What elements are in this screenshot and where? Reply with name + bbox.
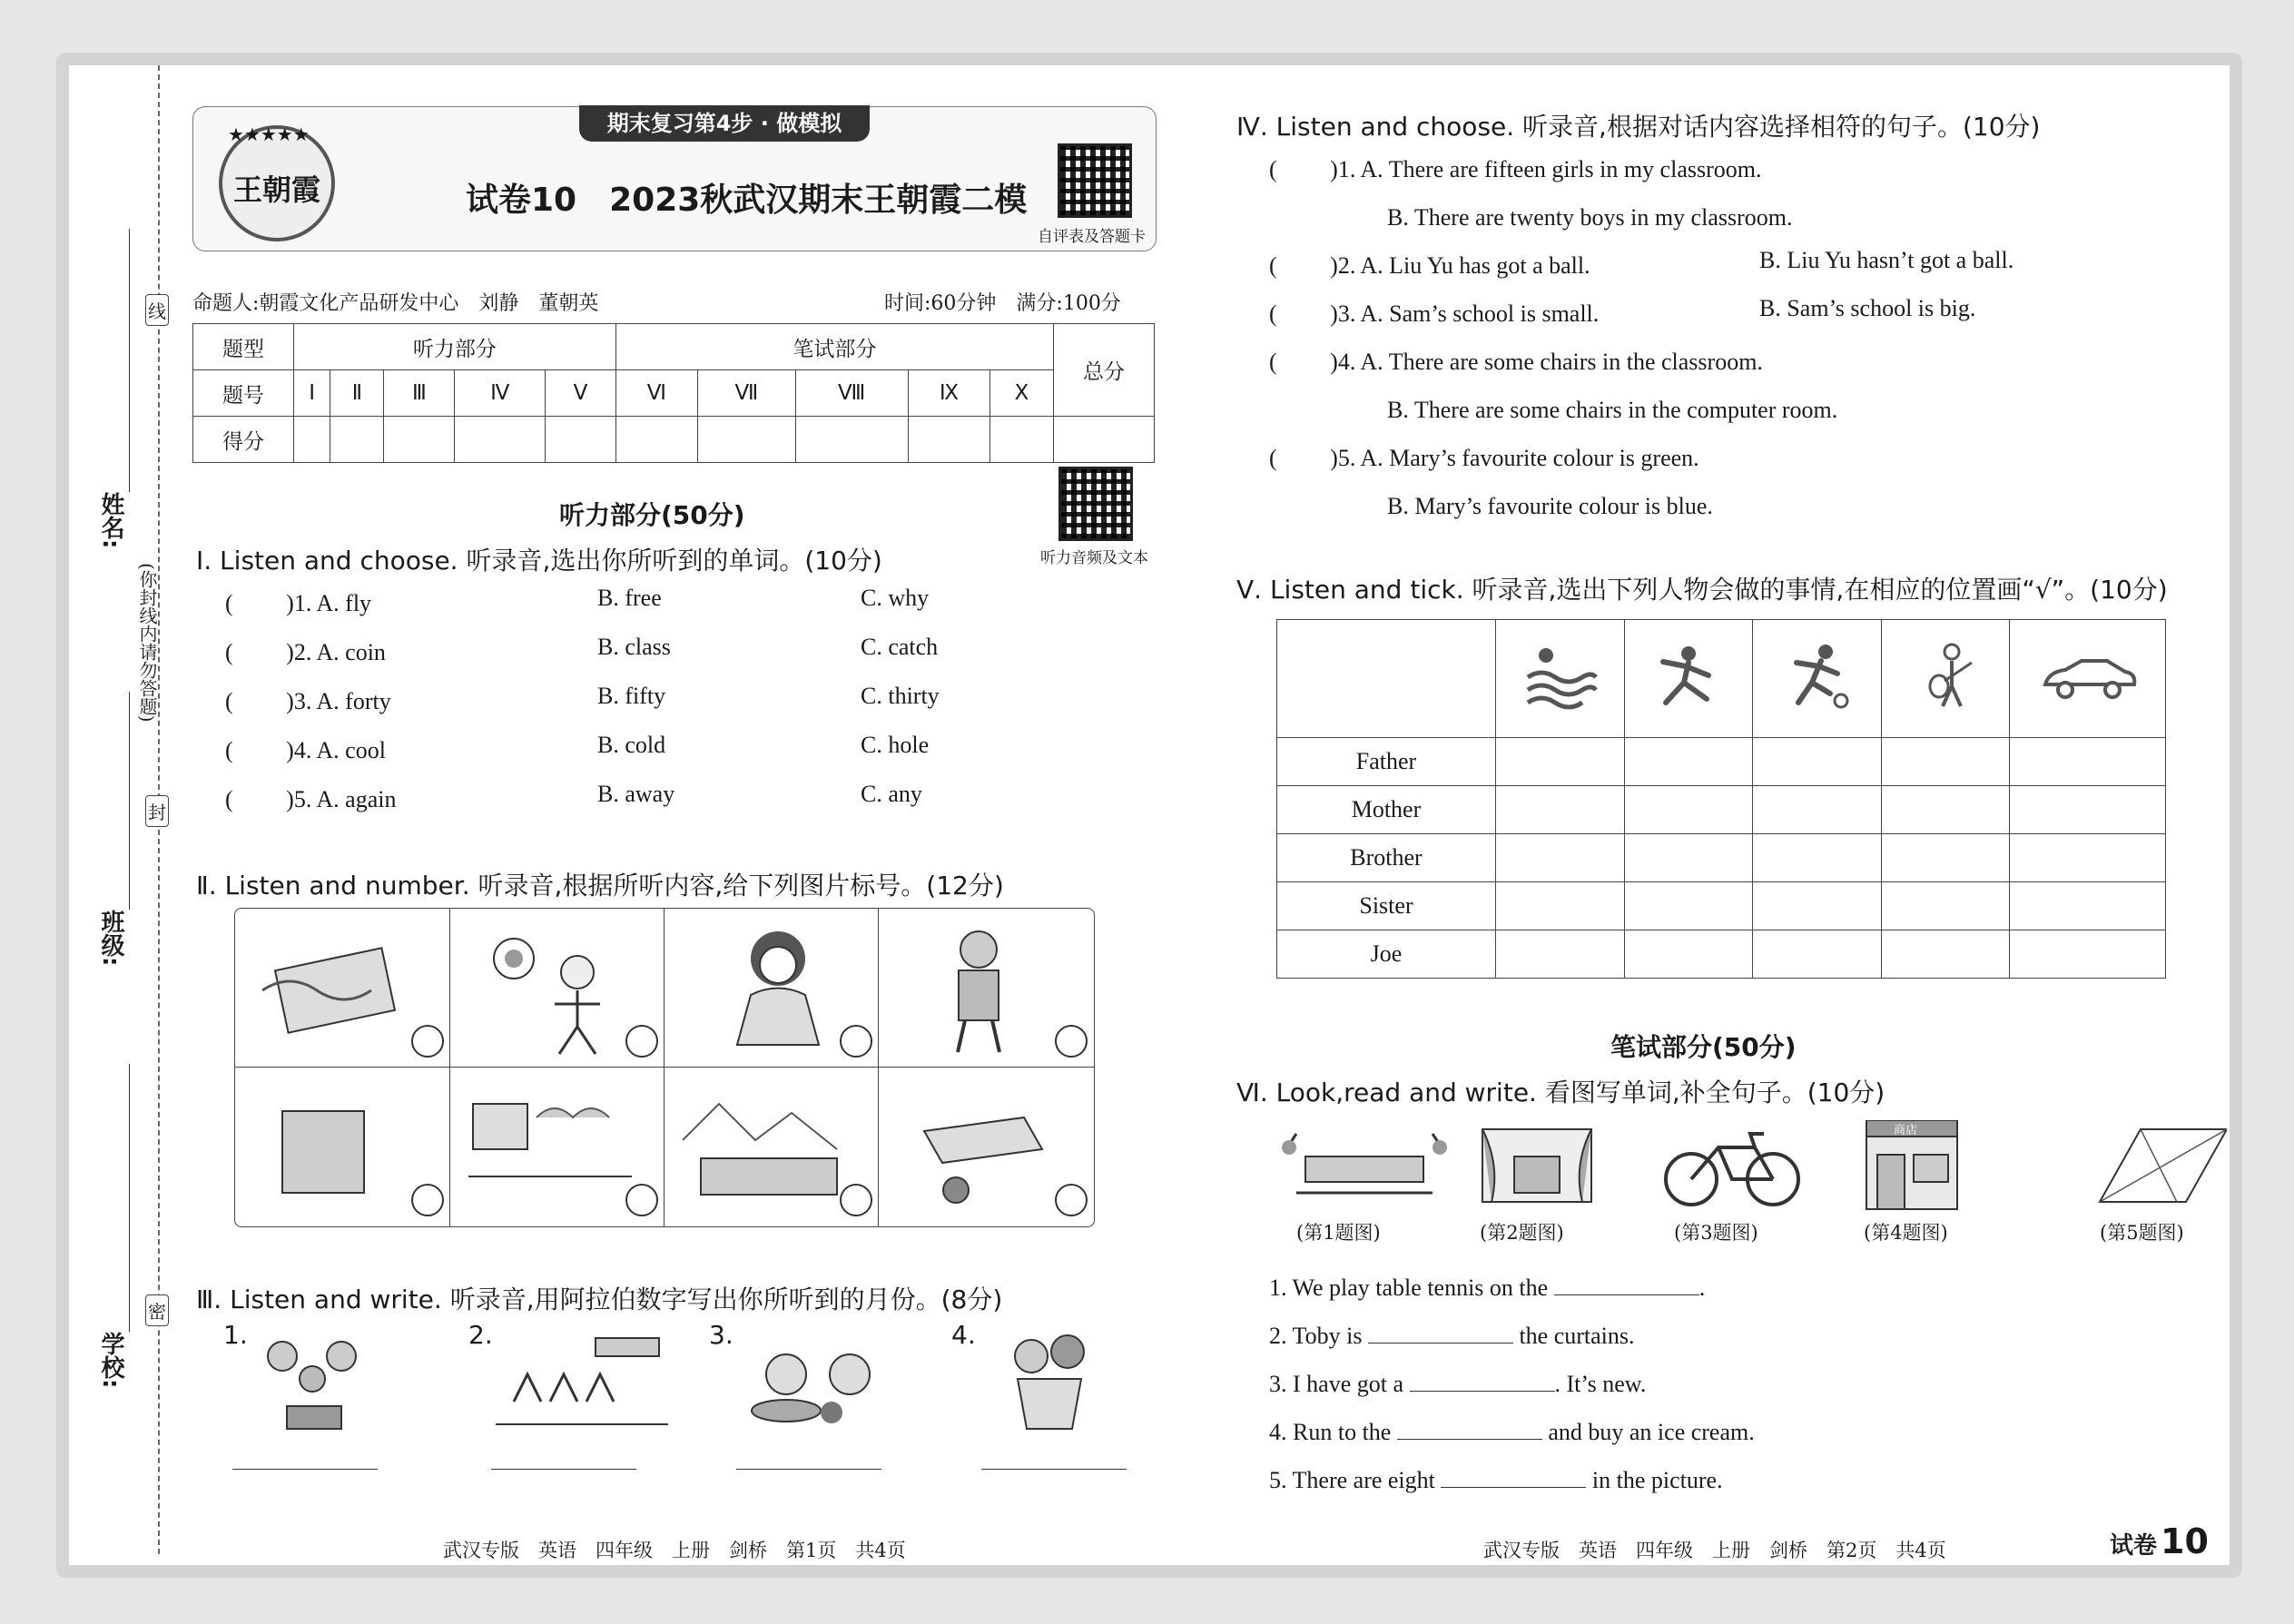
option-c: C. why bbox=[861, 585, 930, 611]
section6-sentences bbox=[1269, 1275, 2177, 1515]
tick-cell[interactable] bbox=[2010, 738, 2166, 786]
answer-circle[interactable] bbox=[625, 1184, 658, 1216]
sports-day-icon bbox=[496, 1329, 668, 1438]
sentence-a: ( )5. A. Mary’s favourite colour is green. bbox=[1269, 445, 1699, 471]
family-birthday-icon bbox=[251, 1329, 378, 1438]
school-label: 学校: bbox=[97, 1332, 124, 1389]
list-item[interactable] bbox=[225, 585, 1042, 634]
score-cell[interactable] bbox=[384, 417, 455, 463]
list-item[interactable] bbox=[1269, 343, 2177, 391]
section4-list bbox=[1269, 151, 2177, 536]
qr-code-icon[interactable] bbox=[1058, 467, 1133, 541]
writing-heading: 笔试部分(50分) bbox=[1610, 1032, 1797, 1062]
binding-margin bbox=[87, 65, 169, 1563]
tick-cell[interactable] bbox=[1496, 882, 1625, 930]
car-icon bbox=[2038, 639, 2138, 712]
sentence-end: the curtains. bbox=[1519, 1323, 1635, 1349]
list-item[interactable] bbox=[1269, 295, 2177, 343]
answer-line[interactable] bbox=[981, 1469, 1127, 1470]
qr2-caption: 听力音频及文本 bbox=[1040, 549, 1148, 567]
margin-char-seal: 封 bbox=[145, 795, 169, 827]
option-c: C. hole bbox=[861, 732, 930, 758]
score-table bbox=[192, 323, 1155, 463]
activity-header bbox=[1881, 620, 2010, 738]
section-num: Ⅳ bbox=[455, 370, 546, 417]
shop-sign: 商店 bbox=[1894, 1124, 1918, 1137]
tick-cell[interactable] bbox=[1624, 738, 1753, 786]
activity-header bbox=[1624, 620, 1753, 738]
logo-seal bbox=[219, 125, 335, 241]
section5-title: Ⅴ. Listen and tick. 听录音,选出下列人物会做的事情,在相应的位置画“√”。(10分) bbox=[1236, 575, 2168, 605]
option-a: ( )5. A. again bbox=[225, 786, 397, 812]
option-a: ( )3. A. forty bbox=[225, 688, 391, 714]
section3-title: Ⅲ. Listen and write. 听录音,用阿拉伯数字写出你所听到的月份。(8分) bbox=[196, 1284, 1003, 1314]
sentence-end: and buy an ice cream. bbox=[1548, 1419, 1755, 1445]
total-cell[interactable] bbox=[1054, 417, 1155, 463]
picture-cell bbox=[235, 909, 450, 1068]
sentence-end: . It’s new. bbox=[1554, 1371, 1647, 1397]
tick-cell[interactable] bbox=[1881, 738, 2010, 786]
name-line[interactable] bbox=[129, 229, 130, 492]
list-item bbox=[1269, 1275, 2177, 1323]
tick-cell[interactable] bbox=[1881, 882, 2010, 930]
tick-cell[interactable] bbox=[1624, 834, 1753, 882]
swimming-icon bbox=[1519, 639, 1600, 712]
person-label: Sister bbox=[1277, 882, 1496, 930]
row-label-type: 题型 bbox=[193, 324, 294, 370]
list-item bbox=[1269, 487, 2177, 536]
list-item[interactable] bbox=[1269, 151, 2177, 199]
score-cell[interactable] bbox=[615, 417, 697, 463]
section-num: Ⅲ bbox=[384, 370, 455, 417]
answer-line[interactable] bbox=[491, 1469, 636, 1470]
sentence-a: ( )4. A. There are some chairs in the classroom. bbox=[1269, 349, 1763, 375]
picture-grid bbox=[234, 908, 1095, 1227]
answer-line[interactable] bbox=[232, 1469, 378, 1470]
name-label: 姓名: bbox=[97, 492, 124, 549]
option-b: B. class bbox=[597, 634, 671, 660]
answer-circle[interactable] bbox=[1055, 1184, 1088, 1216]
parallelogram-icon bbox=[2091, 1120, 2227, 1211]
option-b: B. free bbox=[597, 585, 662, 611]
tick-table bbox=[1276, 619, 2166, 979]
list-item bbox=[1269, 1419, 2177, 1467]
caption: (第3题图) bbox=[1674, 1222, 1758, 1244]
swimming-kids-icon bbox=[741, 1329, 895, 1438]
sentence-end: in the picture. bbox=[1591, 1467, 1723, 1493]
list-item bbox=[1269, 1323, 2177, 1371]
authors: 命题人:朝霞文化产品研发中心 刘静 董朝英 bbox=[192, 292, 599, 315]
listening-heading: 听力部分(50分) bbox=[559, 500, 745, 530]
sentence-start: 4. Run to the bbox=[1269, 1419, 1392, 1445]
person-label: Brother bbox=[1277, 834, 1496, 882]
tick-cell[interactable] bbox=[1496, 738, 1625, 786]
curtains-window-icon bbox=[1473, 1120, 1600, 1211]
sentence-a: B. There are some chairs in the computer room. bbox=[1269, 397, 1838, 423]
option-c: C. catch bbox=[861, 634, 939, 660]
logo-text: 王朝霞 bbox=[232, 172, 320, 207]
score-cell[interactable] bbox=[294, 417, 330, 463]
picture-cell bbox=[235, 1068, 450, 1226]
option-b: B. away bbox=[597, 781, 675, 807]
blank-input[interactable] bbox=[1397, 1439, 1542, 1440]
section-num: Ⅱ bbox=[330, 370, 384, 417]
item-number: 2. bbox=[468, 1320, 493, 1350]
margin-char-line: 线 bbox=[145, 294, 169, 326]
tick-cell[interactable] bbox=[2010, 786, 2166, 834]
listening-label: 听力部分 bbox=[294, 324, 616, 370]
blank-input[interactable] bbox=[1441, 1487, 1586, 1488]
list-item[interactable] bbox=[225, 781, 1042, 830]
tick-cell[interactable] bbox=[1881, 930, 2010, 979]
tick-cell[interactable] bbox=[1881, 786, 2010, 834]
caption: (第4题图) bbox=[1864, 1222, 1948, 1244]
list-item bbox=[1269, 391, 2177, 439]
list-item[interactable] bbox=[225, 683, 1042, 732]
school-line[interactable] bbox=[129, 1064, 130, 1332]
qr1-caption: 自评表及答题卡 bbox=[1038, 228, 1146, 246]
picture-cell bbox=[450, 1068, 665, 1226]
section6-pictures bbox=[1269, 1120, 2250, 1256]
sentence-a: ( )2. A. Liu Yu has got a ball. bbox=[1269, 252, 1590, 279]
score-cell[interactable] bbox=[989, 417, 1053, 463]
tick-cell[interactable] bbox=[1496, 786, 1625, 834]
guitar-icon bbox=[1905, 639, 1986, 712]
option-c: C. any bbox=[861, 781, 922, 807]
table-tennis-players-icon bbox=[1269, 1120, 1460, 1211]
class-label: 班级: bbox=[97, 910, 124, 967]
picture-cell bbox=[665, 909, 879, 1068]
paper-number: 10 bbox=[2161, 1521, 2209, 1561]
sentence-b: B. Sam’s school is big. bbox=[1759, 295, 1976, 321]
tick-cell[interactable] bbox=[2010, 930, 2166, 979]
option-a: ( )4. A. cool bbox=[225, 737, 386, 763]
list-item bbox=[1269, 199, 2177, 247]
section4-title: Ⅳ. Listen and choose. 听录音,根据对话内容选择相符的句子。(10分) bbox=[1236, 112, 2041, 142]
paper-label bbox=[2110, 1521, 2209, 1561]
sentence-start: 2. Toby is bbox=[1269, 1323, 1363, 1349]
activity-header bbox=[1753, 620, 1882, 738]
person-label: Mother bbox=[1277, 786, 1496, 834]
answer-line[interactable] bbox=[736, 1469, 881, 1470]
tick-cell[interactable] bbox=[1624, 882, 1753, 930]
list-item[interactable] bbox=[1269, 439, 2177, 487]
class-line[interactable] bbox=[129, 692, 130, 910]
score-cell[interactable] bbox=[908, 417, 989, 463]
section-num: Ⅶ bbox=[698, 370, 795, 417]
footer-right: 武汉专版 英语 四年级 上册 剑桥 第2页 共4页 bbox=[1483, 1540, 1946, 1561]
score-cell[interactable] bbox=[330, 417, 384, 463]
tick-cell[interactable] bbox=[1753, 786, 1882, 834]
margin-note: (你封线内请勿答题) bbox=[136, 563, 158, 723]
option-b: B. fifty bbox=[597, 683, 666, 709]
section3-items bbox=[223, 1320, 1158, 1501]
row-label-score: 得分 bbox=[193, 417, 294, 463]
score-cell[interactable] bbox=[546, 417, 615, 463]
time-score: 时间:60分钟 满分:100分 bbox=[884, 292, 1121, 315]
section-num: Ⅰ bbox=[294, 370, 330, 417]
exam-page bbox=[56, 53, 2242, 1578]
option-a: ( )2. A. coin bbox=[225, 639, 386, 665]
row-label-number: 题号 bbox=[193, 370, 294, 417]
option-b: B. cold bbox=[597, 732, 666, 758]
answer-circle[interactable] bbox=[411, 1025, 444, 1058]
section-num: Ⅴ bbox=[546, 370, 615, 417]
option-a: ( )1. A. fly bbox=[225, 590, 372, 616]
section-num: Ⅹ bbox=[989, 370, 1053, 417]
qr-code-icon[interactable] bbox=[1058, 143, 1132, 218]
writing-label: 笔试部分 bbox=[615, 324, 1053, 370]
tick-cell[interactable] bbox=[1753, 882, 1882, 930]
children-hug-icon bbox=[986, 1329, 1113, 1438]
sentence-a: B. Mary’s favourite colour is blue. bbox=[1269, 493, 1713, 519]
tick-cell[interactable] bbox=[1496, 930, 1625, 979]
section2-title: Ⅱ. Listen and number. 听录音,根据所听内容,给下列图片标号。(12分) bbox=[196, 871, 1004, 901]
footer-left: 武汉专版 英语 四年级 上册 剑桥 第1页 共4页 bbox=[443, 1540, 906, 1561]
list-item[interactable] bbox=[1269, 247, 2177, 295]
list-item bbox=[1269, 1467, 2177, 1515]
sentence-start: 3. I have got a bbox=[1269, 1371, 1404, 1397]
person-label: Joe bbox=[1277, 930, 1496, 979]
sentence-start: 5. There are eight bbox=[1269, 1467, 1435, 1493]
banner: 期末复习第4步 · 做模拟 bbox=[579, 105, 870, 142]
activity-header bbox=[2010, 620, 2166, 738]
section-num: Ⅷ bbox=[795, 370, 908, 417]
blank-input[interactable] bbox=[1554, 1294, 1699, 1295]
star-icon: ★★★★★ bbox=[228, 123, 310, 145]
sentence-a: ( )3. A. Sam’s school is small. bbox=[1269, 300, 1600, 327]
section1-title: Ⅰ. Listen and choose. 听录音,选出你所听到的单词。(10分) bbox=[196, 546, 882, 576]
section-num: Ⅵ bbox=[615, 370, 697, 417]
item-number: 3. bbox=[709, 1320, 733, 1350]
caption: (第1题图) bbox=[1296, 1222, 1381, 1244]
answer-circle[interactable] bbox=[840, 1184, 872, 1216]
tick-cell[interactable] bbox=[1753, 930, 1882, 979]
football-icon bbox=[1776, 639, 1857, 712]
sentence-b: B. Liu Yu hasn’t got a ball. bbox=[1759, 247, 2014, 273]
skating-icon bbox=[1648, 639, 1729, 712]
tick-cell[interactable] bbox=[2010, 882, 2166, 930]
option-c: C. thirty bbox=[861, 683, 940, 709]
picture-cell bbox=[879, 909, 1094, 1068]
score-cell[interactable] bbox=[455, 417, 546, 463]
person-label: Father bbox=[1277, 738, 1496, 786]
section1-list bbox=[225, 585, 1042, 830]
caption: (第5题图) bbox=[2100, 1222, 2184, 1244]
item-number: 4. bbox=[951, 1320, 976, 1350]
tick-cell[interactable] bbox=[1624, 786, 1753, 834]
section6-title: Ⅵ. Look,read and write. 看图写单词,补全句子。(10分) bbox=[1236, 1078, 1885, 1107]
bicycle-icon bbox=[1659, 1120, 1805, 1211]
item-number: 1. bbox=[223, 1320, 248, 1350]
paper-label-text: 试卷 bbox=[2110, 1532, 2158, 1560]
picture-cell bbox=[450, 909, 665, 1068]
score-cell[interactable] bbox=[698, 417, 795, 463]
tick-cell[interactable] bbox=[1753, 834, 1882, 882]
list-item[interactable] bbox=[225, 732, 1042, 781]
sentence-start: 1. We play table tennis on the bbox=[1269, 1275, 1549, 1301]
exam-title: 试卷10 2023秋武汉期末王朝霞二模 bbox=[466, 182, 1028, 219]
activity-header bbox=[1496, 620, 1625, 738]
caption: (第2题图) bbox=[1480, 1222, 1564, 1244]
picture-cell bbox=[879, 1068, 1094, 1226]
picture-cell bbox=[665, 1068, 879, 1226]
blank-input[interactable] bbox=[1410, 1391, 1555, 1392]
answer-circle[interactable] bbox=[625, 1025, 658, 1058]
list-item[interactable] bbox=[225, 634, 1042, 683]
tick-cell[interactable] bbox=[1753, 738, 1882, 786]
total-label: 总分 bbox=[1054, 324, 1155, 417]
tick-cell[interactable] bbox=[1496, 834, 1625, 882]
header-box bbox=[192, 106, 1157, 251]
tick-cell[interactable] bbox=[1881, 834, 2010, 882]
sentence-a: B. There are twenty boys in my classroom. bbox=[1269, 204, 1793, 231]
section-num: Ⅸ bbox=[908, 370, 989, 417]
sentence-end: . bbox=[1698, 1275, 1706, 1301]
margin-char-dense: 密 bbox=[145, 1294, 169, 1326]
answer-circle[interactable] bbox=[1055, 1025, 1088, 1058]
answer-circle[interactable] bbox=[840, 1025, 872, 1058]
sentence-a: ( )1. A. There are fifteen girls in my classroom. bbox=[1269, 156, 1762, 182]
corner-cell bbox=[1277, 620, 1496, 738]
score-cell[interactable] bbox=[795, 417, 908, 463]
answer-circle[interactable] bbox=[411, 1184, 444, 1216]
tick-cell[interactable] bbox=[1624, 930, 1753, 979]
list-item bbox=[1269, 1371, 2177, 1419]
tick-cell[interactable] bbox=[2010, 834, 2166, 882]
